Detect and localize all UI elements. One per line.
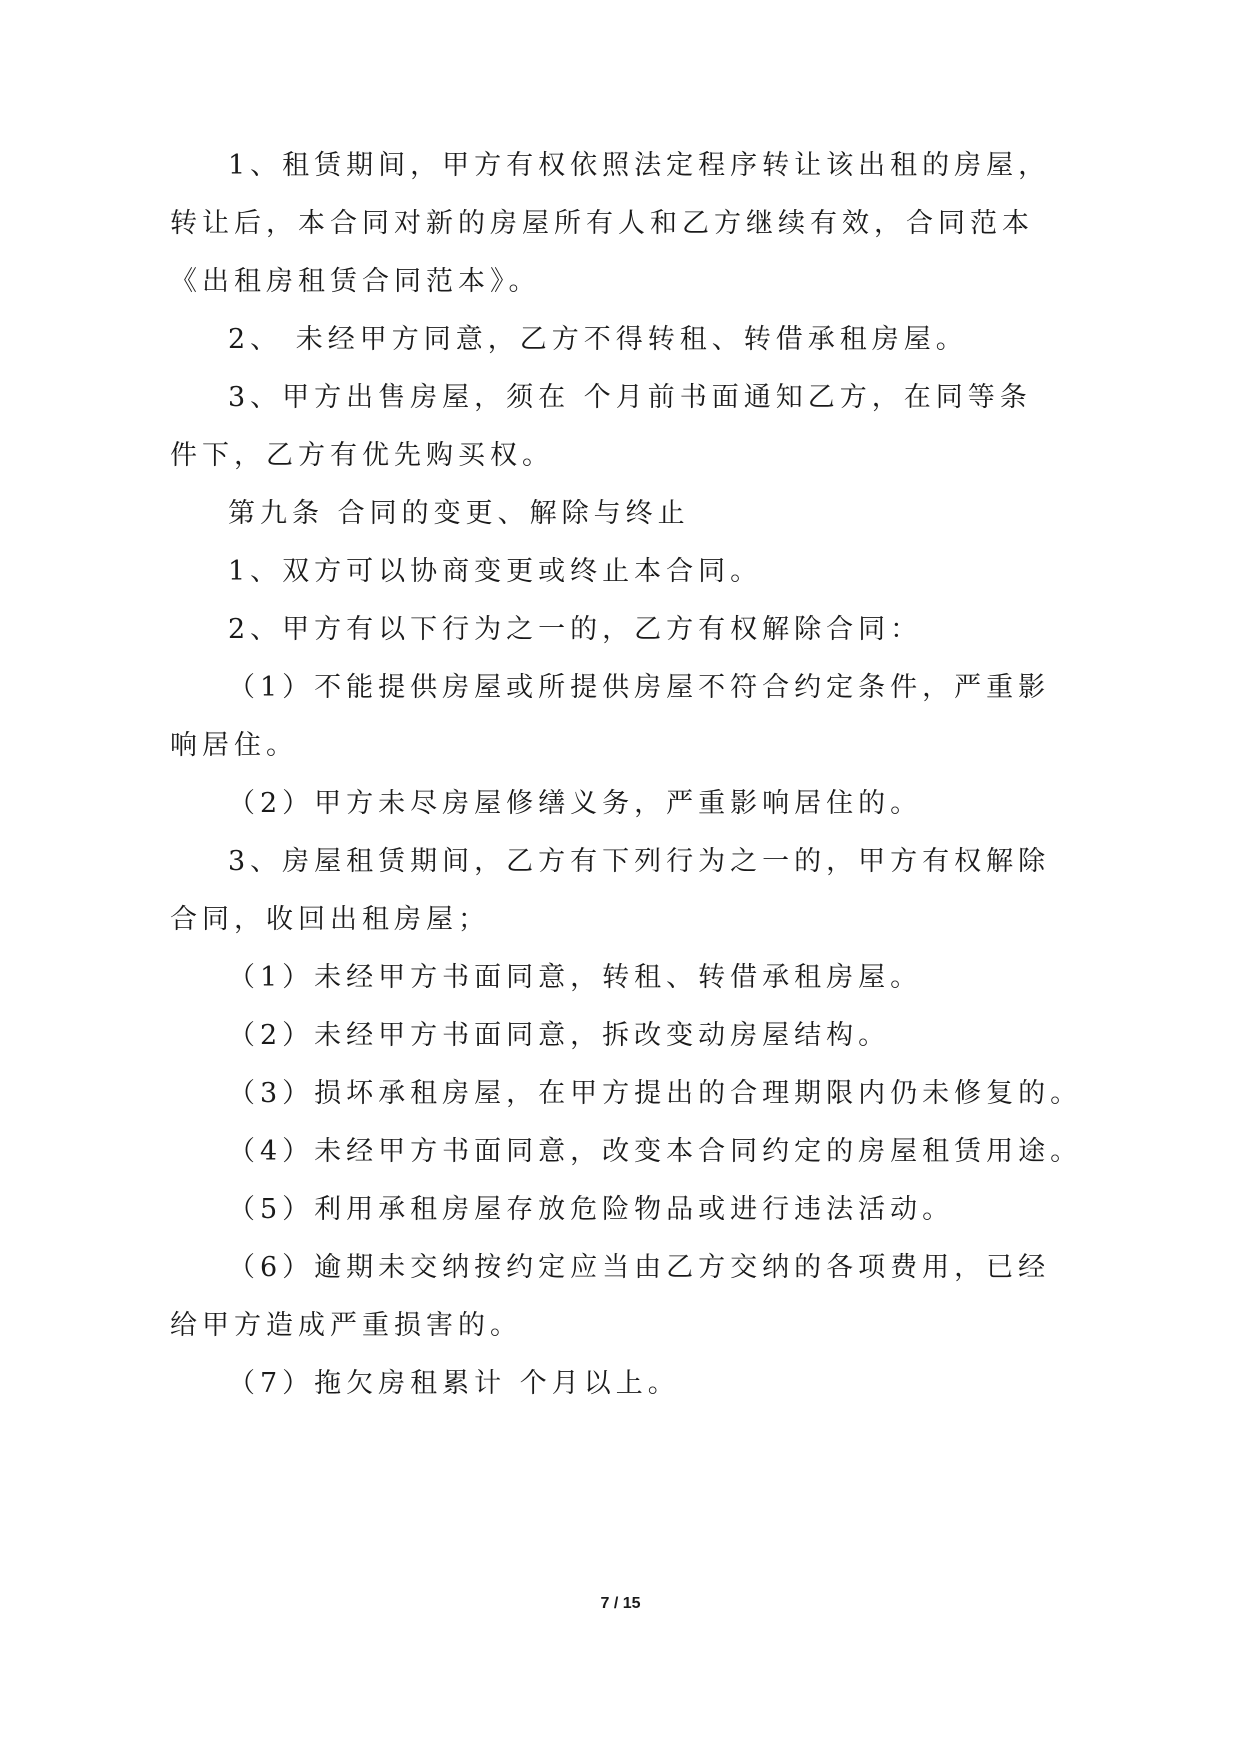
paragraph-line: 转让后，本合同对新的房屋所有人和乙方继续有效，合同范本 — [170, 208, 1034, 239]
paragraph-line: （1）不能提供房屋或所提供房屋不符合约定条件，严重影 — [228, 672, 1051, 703]
paragraph-line: 1、双方可以协商变更或终止本合同。 — [228, 556, 763, 587]
paragraph-line: 2、甲方有以下行为之一的，乙方有权解除合同： — [228, 614, 923, 645]
paragraph-line: 件下，乙方有优先购买权。 — [170, 440, 554, 471]
paragraph-line: 3、甲方出售房屋，须在 个月前书面通知乙方，在同等条 — [228, 382, 1032, 413]
paragraph-line: 3、房屋租赁期间，乙方有下列行为之一的，甲方有权解除 — [228, 846, 1051, 877]
paragraph-line: （7）拖欠房租累计 个月以上。 — [228, 1368, 680, 1399]
paragraph-line: 《出租房租赁合同范本》。 — [170, 266, 541, 297]
paragraph-line: （2）甲方未尽房屋修缮义务，严重影响居住的。 — [228, 788, 923, 819]
paragraph-line: 响居住。 — [170, 730, 298, 761]
paragraph-line: （1）未经甲方书面同意，转租、转借承租房屋。 — [228, 962, 923, 993]
paragraph-line: 2、 未经甲方同意，乙方不得转租、转借承租房屋。 — [228, 324, 968, 355]
paragraph-line: 给甲方造成严重损害的。 — [170, 1310, 522, 1341]
paragraph-line: （4）未经甲方书面同意，改变本合同约定的房屋租赁用途。 — [228, 1136, 1083, 1167]
paragraph-line: （5）利用承租房屋存放危险物品或进行违法活动。 — [228, 1194, 955, 1225]
paragraph-line: 合同，收回出租房屋； — [170, 904, 490, 935]
paragraph-line: （3）损坏承租房屋，在甲方提出的合理期限内仍未修复的。 — [228, 1078, 1083, 1109]
section-heading: 第九条 合同的变更、解除与终止 — [228, 498, 690, 529]
paragraph-line: （6）逾期未交纳按约定应当由乙方交纳的各项费用，已经 — [228, 1252, 1051, 1283]
paragraph-line: （2）未经甲方书面同意，拆改变动房屋结构。 — [228, 1020, 891, 1051]
page-number: 7 / 15 — [600, 1595, 641, 1612]
paragraph-line: 1、租赁期间，甲方有权依照法定程序转让该出租的房屋， — [228, 150, 1051, 181]
